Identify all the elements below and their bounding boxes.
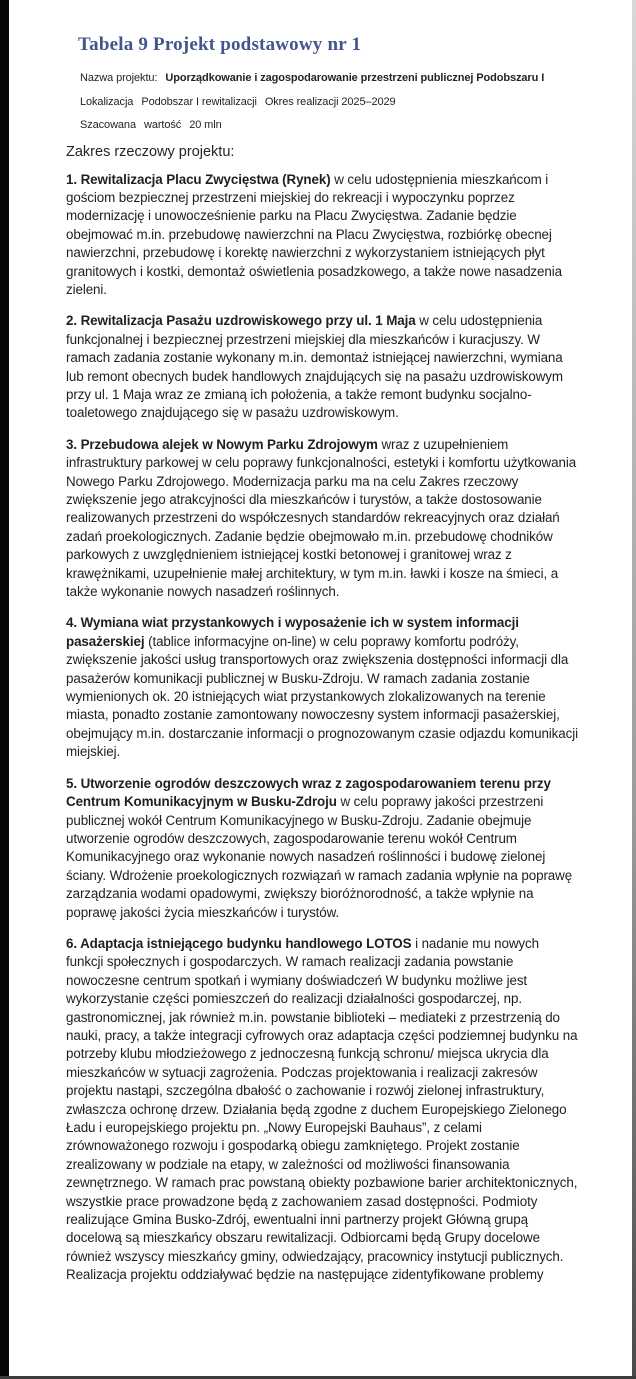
task-paragraph-1	[66, 171, 578, 300]
task-5-body: w celu poprawy jakości przestrzeni publicznej wokół Centrum Komunikacyjnego w Busku-Zdroju. Zadanie obejmuje utworzenie ogrodów deszczowych, zagospodarowanie terenu wokół Centrum Komunikacyjnego oraz wykonanie nowych nasadzeń roślinności i budowę zielonej ściany. Wdrożenie proekologicznych rozwiązań w ramach zadania wpłynie na poprawę zarządzania wodami opadowymi, zwiększy bioróżnorodność, a także wpłynie na poprawę jakości życia mieszkańców i turystów.	[66, 794, 573, 920]
task-paragraph-5	[66, 775, 578, 922]
task-4-body: (tablice informacyjne on-line) w celu poprawy komfortu podróży, zwiększenie jakości usług transportowych oraz zwiększenia dostępności informacji dla pasażerów komunikacji publicznej w Busku-Zdroju. W ramach zadania zostanie wymienionych ok. 20 istniejących wiat przystankowych zlokalizowanych na terenie miasta, ponadto zostanie zamontowany nowoczesny system informacji pasażerskiej, obejmujący m.in. dostarczanie informacji o prognozowanym czasie odjazdu komunikacji miejskiej.	[66, 633, 578, 760]
period-label: Okres realizacji	[264, 95, 339, 108]
task-3-body: wraz z uzupełnieniem infrastruktury parkowej w celu poprawy funkcjonalności, estetyki i komfortu użytkowania Nowego Parku Zdrojowego. Modernizacja parku ma na celu Zakres rzeczowy zwiększenie jego atrakcyjności dla mieszkańców i turystów, a także dostosowanie realizowanych przestrzeni do współczesnych standardów rekreacyjnych oraz działań zadań proekologicznych. Zadanie będzie obejmowało m.in. przebudowę chodników parkowych z uwzględnieniem istniejącej kostki betonowej i granitowej wraz z krawężnikami, uzupełnienie małej architektury, w tym m.in. ławki i kosze na śmieci, a także wykonanie nowych nasadzeń roślinnych.	[66, 436, 577, 600]
scan-edge-left	[0, 0, 9, 1379]
task-2-body: w celu udostępnienia funkcjonalnej i bezpiecznej przestrzeni miejskiej dla mieszkańców i kuracjuszy. W ramach zadania zostanie wykonany m.in. demontaż istniejącej nawierzchni, wymiana lub remont obecnych budek handlowych znajdujących się na pasażu uzdrowiskowym przy ul. 1 Maja wraz ze zmianą ich położenia, a także remont budynku socjalno-toaletowego znajdującego się w pasażu uzdrowiskowym.	[66, 313, 563, 421]
task-3-title: 3. Przebudowa alejek w Nowym Parku Zdrojowym	[66, 436, 378, 452]
estimate-value: 20 mln	[189, 119, 222, 131]
location-period-line	[80, 96, 578, 108]
task-2-title: 2. Rewitalizacja Pasażu uzdrowiskowego przy ul. 1 Maja	[66, 313, 416, 329]
estimate-label: Szacowana	[80, 119, 136, 131]
task-paragraph-3	[66, 436, 578, 602]
task-paragraph-2	[66, 312, 578, 422]
estimated-value-line	[80, 119, 578, 131]
location-label: Lokalizacja	[80, 95, 134, 108]
page-title: Tabela 9 Projekt podstawowy nr 1	[78, 34, 362, 55]
task-paragraph-6	[66, 935, 578, 1285]
estimate-label2: wartość	[143, 119, 182, 131]
project-name-line	[80, 72, 578, 84]
period-value: 2025–2029	[341, 95, 396, 108]
location-value: Podobszar I rewitalizacji	[141, 95, 257, 108]
project-name-label: Nazwa projektu:	[80, 72, 158, 84]
task-4-title: 4. Wymiana wiat przystankowych i wyposażenie ich w system informacji pasażerskiej	[66, 615, 519, 649]
task-1-title: 1. Rewitalizacja Placu Zwycięstwa (Rynek)	[66, 171, 331, 187]
task-5-title: 5. Utworzenie ogrodów deszczowych wraz z zagospodarowaniem terenu przy Centrum Komunikacyjnym w Busku-Zdroju	[66, 775, 551, 810]
project-name-value: Uporządkowanie i zagospodarowanie przestrzeni publicznej Podobszaru I	[165, 72, 545, 84]
scope-heading: Zakres rzeczowy projektu:	[66, 143, 235, 160]
scan-edge-right	[632, 0, 636, 1379]
task-6-title: 6. Adaptacja istniejącego budynku handlowego LOTOS	[66, 935, 412, 951]
task-paragraph-4	[66, 614, 578, 761]
task-1-body: w celu udostępnienia mieszkańcom i gościom bezpiecznej przestrzeni miejskiej do rekreacji i wypoczynku poprzez modernizację i unowocześnienie parku na Placu Zwycięstwa. Zadanie będzie obejmować m.in. przebudowę nawierzchni na Placu Zwycięstwa, rozbiórkę obecnej nawierzchni, przebudowę i korektę nawierzchni z wykorzystaniem istniejących płyt granitowych i kostki, demontaż oświetlenia posadzkowego, a także nowe nasadzenia zieleni.	[66, 171, 562, 297]
task-6-body: i nadanie mu nowych funkcji społecznych i gospodarczych. W ramach realizacji zadania powstanie nowoczesne centrum spotkań i wymiany doświadczeń W budynku możliwe jest wykorzystanie części pomieszczeń do realizacji działalności gospodarczej, np. gastronomicznej, jak również m.in. powstanie biblioteki – mediateki z przestrzenią do nauki, pracy, a także integracji cyfrowych oraz adaptacja części podziemnej budynku na potrzeby klubu młodzieżowego z jednoczesną funkcją schronu/ miejsca ukrycia dla mieszkańców w sytuacji zagrożenia. Podczas projektowania i realizacji zakresów projektu nastąpi, szczególna dbałość o zachowanie i rozwój zielonej infrastruktury, zwłaszcza ochronę drzew. Działania będą zgodne z duchem Europejskiego Zielonego Ładu i europejskiego projektu pn. „Nowy Europejski Bauhaus”, z celami zrównoważonego rozwoju i gospodarką obiegu zamkniętego. Projekt zostanie zrealizowany w podziale na etapy, w zależności od możliwości finansowania zewnętrznego. W ramach prac powstaną obiekty pozbawione barier architektonicznych, wszystkie prace prowadzone będą z zachowaniem zasad dostępności. Podmioty realizujące Gmina Busko-Zdrój, ewentualni inni partnerzy projekt Główną grupą docelową są mieszkańcy obszaru rewitalizacji. Odbiorcami będą Grupy docelowe również wszyscy mieszkańcy gminy, odwiedzający, pracownicy instytucji publicznych. Realizacja projektu oddziaływać będzie na następujące zidentyfikowane problemy	[66, 935, 578, 1283]
